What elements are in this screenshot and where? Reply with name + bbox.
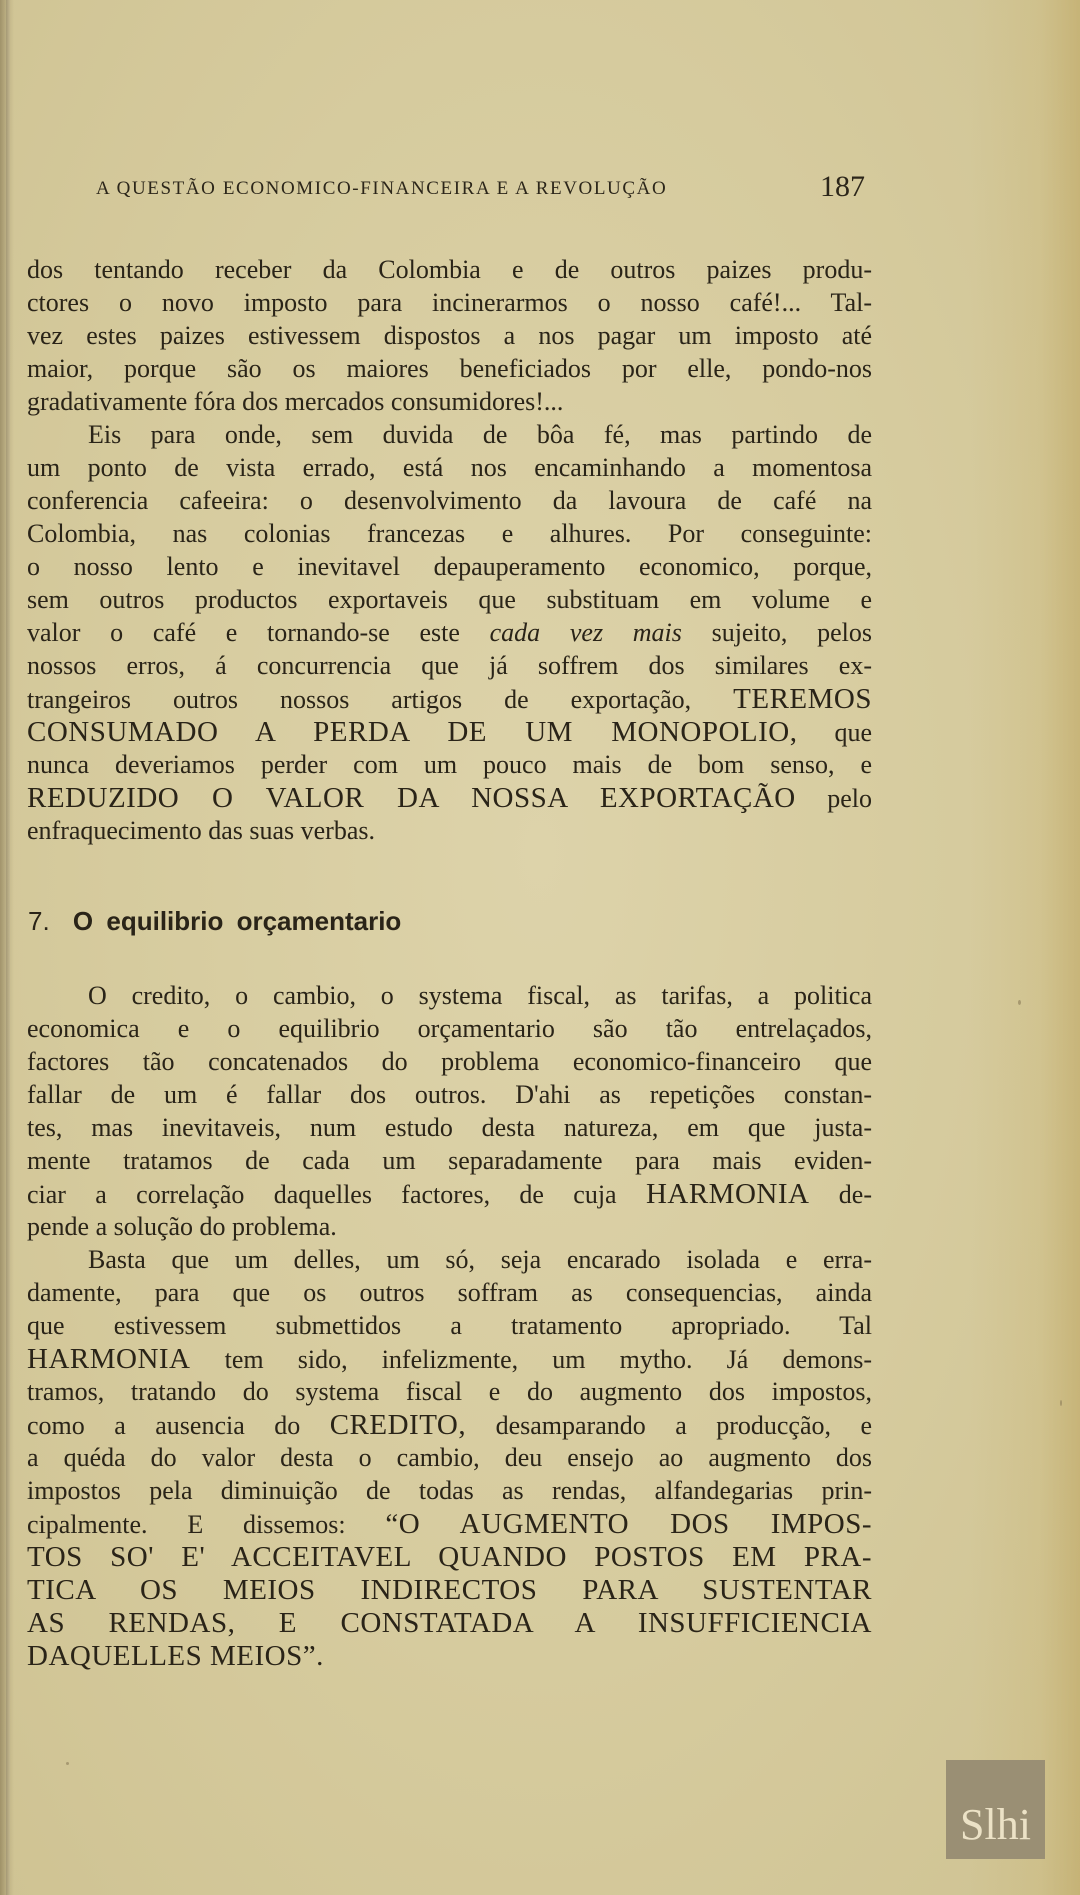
text-line: que estivessem submettidos a tratamento apropriado. Tal xyxy=(27,1311,872,1340)
text-line: nossos erros, á concurrencia que já soffrem dos similares ex- xyxy=(27,651,872,680)
text-line: tramos, tratando do systema fiscal e do augmento dos impostos, xyxy=(27,1377,872,1406)
text-line: Colombia, nas colonias francezas e alhures. Por conseguinte: xyxy=(27,519,872,548)
text-line xyxy=(27,782,872,815)
caps-emphasis: REDUZIDO O VALOR DA NOSSA EXPORTAÇÃO xyxy=(27,782,796,814)
text-span: tem sido, infelizmente, um mytho. Já demons- xyxy=(224,1345,872,1374)
text-line xyxy=(27,617,872,649)
text-line xyxy=(27,1640,872,1673)
paper-speck xyxy=(66,1762,69,1765)
paper-speck xyxy=(1060,1400,1062,1406)
text-line: ctores o novo imposto para incinerarmos o nosso café!... Tal- xyxy=(27,288,872,317)
text-line xyxy=(27,1409,872,1442)
text-line: pende a solução do problema. xyxy=(27,1212,337,1241)
text-line: dos tentando receber da Colombia e de outros paizes produ- xyxy=(27,255,872,284)
caps-emphasis: HARMONIA xyxy=(645,1178,810,1210)
text-line: conferencia cafeeira: o desenvolvimento da lavoura de café na xyxy=(27,486,872,515)
text-line: a quéda do valor desta o cambio, deu ensejo ao augmento dos xyxy=(27,1443,872,1472)
caps-emphasis: DAQUELLES MEIOS”. xyxy=(27,1640,324,1672)
caps-emphasis: TICA OS MEIOS INDIRECTOS PARA SUSTENTAR xyxy=(27,1574,872,1606)
text-line: Eis para onde, sem duvida de bôa fé, mas partindo de xyxy=(88,420,872,449)
text-line: o nosso lento e inevitavel depauperamento economico, porque, xyxy=(27,552,872,581)
caps-emphasis: HARMONIA xyxy=(27,1343,191,1375)
text-line xyxy=(27,683,872,716)
text-span: sujeito, pelos xyxy=(711,618,873,647)
text-span: pelo xyxy=(827,784,873,813)
caps-emphasis: CONSUMADO A PERDA DE UM MONOPOLIO, xyxy=(27,716,798,748)
text-line: impostos pela diminuição de todas as rendas, alfandegarias prin- xyxy=(27,1476,872,1505)
text-line: um ponto de vista errado, está nos encaminhando a momentosa xyxy=(27,453,872,482)
text-line xyxy=(27,1541,872,1574)
logo-text: Slhi xyxy=(960,1800,1031,1849)
section-title: O equilibrio orçamentario xyxy=(72,906,402,936)
caps-emphasis: CREDITO, xyxy=(329,1409,467,1441)
text-line xyxy=(27,1343,872,1376)
text-line: gradativamente fóra dos mercados consumidores!... xyxy=(27,387,564,416)
text-line: maior, porque são os maiores beneficiados por elle, pondo-nos xyxy=(27,354,872,383)
text-line: O credito, o cambio, o systema fiscal, as tarifas, a politica xyxy=(88,981,872,1010)
text-line: economica e o equilibrio orçamentario são tão entrelaçados, xyxy=(27,1014,872,1043)
text-line xyxy=(27,1607,872,1640)
text-span: trangeiros outros nossos artigos de exportação, xyxy=(27,685,692,714)
section-heading xyxy=(28,906,401,937)
section-number: 7. xyxy=(28,906,50,936)
text-line: nunca deveriamos perder com um pouco mais de bom senso, e xyxy=(27,750,872,779)
text-span: cipalmente. E dissemos: xyxy=(27,1510,346,1539)
text-line: vez estes paizes estivessem dispostos a nos pagar um imposto até xyxy=(27,321,872,350)
text-line: tes, mas inevitaveis, num estudo desta natureza, em que justa- xyxy=(27,1113,872,1142)
text-line xyxy=(27,1178,872,1211)
caps-emphasis: “O AUGMENTO DOS IMPOS- xyxy=(385,1508,873,1540)
running-head xyxy=(96,178,667,200)
text-line: Basta que um delles, um só, seja encarado isolada e erra- xyxy=(88,1245,872,1274)
text-line: damente, para que os outros soffram as consequencias, ainda xyxy=(27,1278,872,1307)
caps-emphasis: TEREMOS xyxy=(733,683,872,715)
text-span: de- xyxy=(838,1180,872,1209)
library-logo-icon xyxy=(946,1760,1045,1859)
text-span: ciar a correlação daquelles factores, de cuja xyxy=(27,1180,617,1209)
text-span: valor o café e tornando-se este xyxy=(27,618,460,647)
text-line xyxy=(27,1574,872,1607)
paper-speck xyxy=(1018,1000,1021,1005)
text-span: desamparando a producção, e xyxy=(495,1411,873,1440)
text-line: mente tratamos de cada um separadamente para mais eviden- xyxy=(27,1146,872,1175)
italic-emphasis: cada vez mais xyxy=(489,618,682,647)
page-spine-edge xyxy=(6,0,10,1895)
text-line: enfraquecimento das suas verbas. xyxy=(27,816,375,845)
caps-emphasis: TOS SO' E' ACCEITAVEL QUANDO POSTOS EM PRA- xyxy=(27,1541,872,1573)
text-span: que xyxy=(834,718,873,747)
caps-emphasis: AS RENDAS, E CONSTATADA A INSUFFICIENCIA xyxy=(27,1607,872,1639)
page-number: 187 xyxy=(820,170,865,203)
text-line xyxy=(27,1508,872,1541)
text-line: fallar de um é fallar dos outros. D'ahi as repetições constan- xyxy=(27,1080,872,1109)
text-span: como a ausencia do xyxy=(27,1411,301,1440)
text-line xyxy=(27,716,872,749)
text-line: sem outros productos exportaveis que substituam em volume e xyxy=(27,585,872,614)
text-line: factores tão concatenados do problema economico-financeiro que xyxy=(27,1047,872,1076)
running-title: A QUESTÃO ECONOMICO-FINANCEIRA E A REVOLUÇÃO xyxy=(96,178,668,199)
